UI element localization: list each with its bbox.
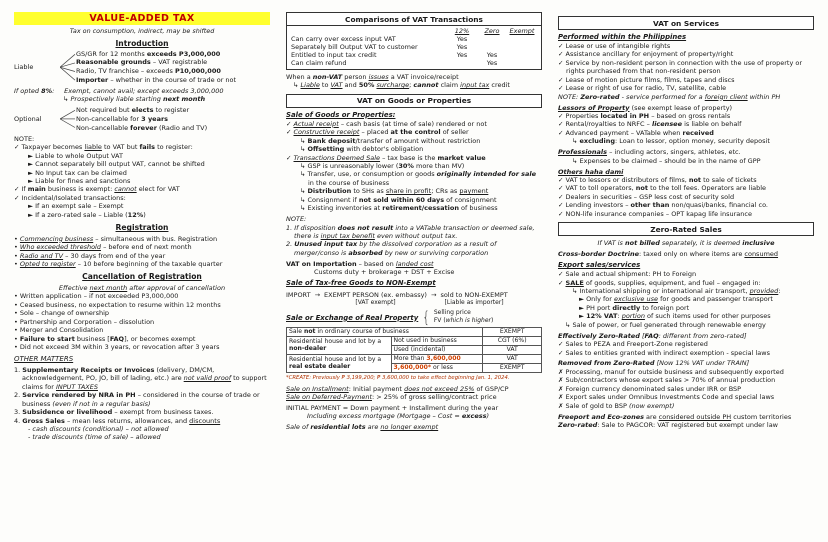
fan-items	[76, 50, 270, 85]
text-line: ► If a zero-rated sale – Liable (12%)	[28, 210, 146, 219]
text-line: Including excess mortgage (Mortgage – Cost = excess)	[307, 412, 490, 421]
text-line: NOTE:	[286, 215, 307, 224]
table-cell: Residential house and lot by a non-dealer	[287, 336, 392, 354]
column-left	[14, 12, 270, 530]
paragraph-block	[286, 260, 542, 277]
section-heading-box: Zero-Rated Sales	[558, 222, 814, 236]
text-line: • Written application – if not exceeded P3,000,000	[14, 292, 179, 301]
fan-group	[14, 106, 270, 132]
text-line: 1. Supplementary Receipts or Invoices (delivery, DM/CM, acknowledgement, PO, JO, bill of lading, etc.) are not valid proof to support claims for INPUT TAXES	[14, 365, 267, 391]
text-line: ✓ Lease or right of use for radio, TV, satellite, cable	[558, 84, 727, 93]
text-line: Sale of residential lots are no longer exempt	[286, 423, 439, 432]
text-line: ↳ Existing inventories at retirement/cessation of business	[300, 204, 498, 213]
section-heading-box: VAT on Goods or Properties	[286, 94, 542, 108]
text-line: Sale on Deferred-Payment: > 25% of gross selling/contract price	[286, 393, 497, 401]
paragraph-block	[14, 135, 270, 219]
comparison-value	[477, 43, 507, 51]
section-heading: Registration	[115, 223, 169, 233]
comparison-value: Yes	[486, 51, 498, 59]
paragraph-block	[558, 239, 814, 247]
section-heading-left: OTHER MATTERS	[14, 355, 74, 364]
text-line: ✓ Sales to PEZA and Freeport-Zone registered	[558, 340, 708, 349]
paragraph-block	[558, 168, 814, 219]
brace-item: FV (which is higher)	[433, 316, 494, 324]
comparison-value	[447, 59, 477, 67]
fan-item: Radio, TV franchise – exceeds P10,000,000	[76, 66, 221, 75]
text-line: ✗ Export sales under Omnibus Investments Code and special laws	[558, 393, 775, 402]
table-cell: More than 3,600,000	[391, 354, 483, 363]
flow-step-sub: [VAT exempt]	[355, 299, 396, 307]
comparison-column-header: Zero	[484, 27, 500, 35]
comparison-row	[291, 59, 537, 67]
text-line: ► No Input tax can be claimed	[28, 168, 127, 177]
paragraph-block	[558, 413, 814, 430]
table-cell: EXEMPT	[483, 363, 542, 372]
text-line: Zero-rated: Sale to PAGCOR: VAT registered but exempt under law	[558, 421, 778, 429]
paragraph-block	[14, 87, 270, 104]
text-line: • Sole – change of ownership	[14, 309, 110, 318]
text-line: • Who exceeded threshold – before end of next month	[14, 243, 192, 252]
text-line: Sale on Installment: Initial payment does not exceed 25% of GSP/CP	[286, 384, 509, 393]
paragraph-block	[286, 375, 542, 382]
text-line: *CREATE: Previously ₱ 3,199,200; ₱ 3,600,000 to take effect beginning Jan. 1, 2024.	[286, 375, 510, 382]
text-line: Professionals – including actors, singers, athletes, etc.	[558, 148, 741, 157]
text-line: ► 12% VAT: portion of such items used for other purposes	[579, 312, 771, 321]
paragraph-block	[558, 104, 814, 146]
fan-item: Non-cancellable forever (Radio and TV)	[76, 123, 208, 132]
comparison-row	[291, 43, 537, 51]
text-line: VAT on Importation – based on landed cost	[286, 259, 434, 268]
table-cell: CGT (6%)	[483, 336, 542, 345]
paragraph-block	[558, 332, 814, 357]
text-line: • Merger and Consolidation	[14, 326, 104, 335]
text-line: ↳ International shipping or international air transport, provided:	[572, 286, 781, 295]
flow-step	[324, 291, 427, 307]
text-line: ► Liable to whole Output VAT	[28, 151, 123, 160]
doc-title: VALUE-ADDED TAX	[14, 12, 270, 25]
fan-group	[14, 50, 270, 85]
fan-item: Not required but elects to register	[76, 106, 190, 115]
comparison-section	[286, 12, 542, 70]
comparison-row	[291, 35, 537, 43]
comparison-value	[507, 35, 537, 43]
comparison-value	[507, 43, 537, 51]
table-cell: Not used in business	[391, 336, 483, 345]
text-line: ✓ Properties located in PH – based on gross rentals	[558, 111, 731, 120]
text-line: ✓ Sale and actual shipment: PH to Foreign	[558, 270, 697, 279]
table-cell: Residential house and lot by a real estate dealer	[287, 354, 392, 372]
brace-group	[286, 307, 542, 327]
paragraph-block	[558, 359, 814, 410]
text-line: ✓ Actual receipt – cash basis (at time of sale) rendered or not	[286, 119, 487, 128]
text-line: ↳ Liable to VAT and 50% surcharge; cannot claim input tax credit	[293, 81, 510, 90]
flow-step-label: sold to NON-EXEMPT	[440, 290, 508, 299]
text-line: ✓ Rental/royalties to NRFC – licensee is liable on behalf	[558, 120, 742, 129]
text-line: ✓ NON-life insurance companies – OPT kapag life insurance	[558, 209, 752, 218]
paragraph-block	[286, 111, 542, 213]
arrow-right-icon: →	[430, 290, 437, 299]
flow-step-label: EXEMPT PERSON (ex. embassy)	[324, 290, 427, 299]
paragraph-block	[286, 385, 542, 402]
comparison-row-label: Separately bill Output VAT to customer	[291, 43, 418, 51]
arrow-right-icon: →	[314, 290, 321, 299]
text-line: 3. Subsidence or livelihood – exempt from business taxes.	[14, 408, 214, 417]
table-cell: Sale not in ordinary course of business	[287, 327, 483, 336]
table-cell: Used (incidental)	[391, 345, 483, 354]
text-line: ↳ Sale of power, or fuel generated through renewable energy	[565, 320, 766, 329]
text-line: Cross-border Doctrine: taxed only on where items are consumed	[558, 250, 779, 259]
comparison-row	[291, 51, 537, 59]
comparison-value: Yes	[456, 51, 468, 59]
flow-step-sub: [Liable as importer]	[444, 299, 504, 307]
text-line: • Radio and TV – 30 days from end of the year	[14, 251, 166, 260]
text-line: ✓ Lending investors – other than non/quasi/banks, financial co.	[558, 201, 768, 210]
text-line: ► Liable for fines and sanctions	[28, 176, 131, 185]
table-cell: VAT	[483, 354, 542, 363]
text-line: ↳ Prospectively liable starting next month	[63, 95, 206, 104]
text-line: Performed within the Philippines	[558, 33, 687, 41]
text-line: Freeport and Eco-zones are considered outside PH custom territories	[558, 412, 792, 421]
comparison-value	[507, 59, 537, 67]
doc-subtitle: Tax on consumption, indirect, may be shifted	[69, 26, 215, 35]
text-line: ✓ SALE of goods, supplies, equipment, and fuel – engaged in:	[558, 278, 761, 287]
paragraph-block	[286, 73, 542, 90]
fan-label: Liable	[14, 62, 34, 71]
text-line: ✗ Foreign currency denominated sales under IRR or BSP	[558, 384, 742, 393]
text-line: NOTE: Zero-rated - service performed for a foreign client within PH	[558, 92, 781, 101]
paragraph-block	[558, 33, 814, 101]
text-line: Removed from Zero-Rated [Now 12% VAT under TRAIN]	[558, 359, 750, 368]
paragraph-block	[558, 261, 814, 329]
text-line: 4. Gross Sales – mean less returns, allowances, and discounts	[14, 416, 221, 425]
table-cell: 3,600,000* or less	[391, 363, 483, 372]
text-line: Effectively Zero-Rated [FAQ: different from zero-rated]	[558, 331, 747, 340]
text-line: ✓ Dealers in securities – GSP less cost of security sold	[558, 192, 735, 201]
text-line: ► Cannot separately bill output VAT, cannot be shifted	[28, 160, 205, 169]
text-line: • Partnership and Corporation – dissolution	[14, 317, 155, 326]
paragraph-block	[14, 284, 270, 352]
section-heading-box: Comparisons of VAT Transactions	[286, 12, 542, 25]
text-line: • Opted to register – 10 before beginning of the taxable quarter	[14, 259, 223, 268]
comparison-value	[477, 35, 507, 43]
text-line: Sale of Tax-free Goods to NON-Exempt	[286, 279, 436, 288]
text-line: ✓ Constructive receipt – placed at the control of seller	[286, 128, 469, 137]
comparison-row-label: Can claim refund	[291, 59, 347, 67]
text-line: - cash discounts (conditional) – not allowed	[28, 424, 169, 433]
comparison-value: Yes	[486, 59, 498, 67]
paragraph-block	[286, 215, 542, 257]
text-line: Effective next month after approval of cancellation	[58, 283, 226, 292]
fan-item: Reasonable grounds – VAT registrable	[76, 58, 208, 67]
fan-lines-icon	[60, 106, 76, 132]
text-line: ✗ Sale of gold to BSP (now exempt)	[558, 401, 675, 410]
comparison-value	[507, 51, 537, 59]
text-line: ↳ GSP is unreasonably lower (30% more than MV)	[300, 162, 465, 171]
text-line: - trade discounts (time of sale) – allowed	[28, 433, 161, 442]
text-line: ✓ VAT to toll operators, not to the toll fees. Operators are liable	[558, 184, 767, 193]
text-line: ► If an exempt sale – Exempt	[28, 202, 124, 211]
text-line: ✓ Incidental/Isolated transactions:	[14, 193, 126, 202]
comparison-column-header: 12%	[454, 27, 470, 35]
comparison-table	[286, 25, 542, 70]
section-heading-box: VAT on Services	[558, 16, 814, 30]
text-line: NOTE:	[14, 134, 35, 143]
text-line: When a non-VAT person issues a VAT invoice/receipt	[286, 73, 459, 81]
text-line: ✓ Service by non-resident person in connection with the use of property or rights purchased from that non-resident person	[558, 58, 803, 76]
text-line: ↳ Transfer, use, or consumption or goods originally intended for sale in the course of business	[300, 170, 537, 187]
real-property-table	[286, 327, 542, 373]
text-line: ✓ Assistance ancillary for enjoyment of property/right	[558, 50, 734, 59]
text-line: ✓ VAT to lessors or distributors of films, not to sale of tickets	[558, 176, 757, 185]
text-line: ✓ Lease of motion picture films, films, tapes and discs	[558, 75, 735, 84]
flow-step	[440, 291, 507, 307]
text-line: ↳ Consignment if not sold within 60 days of consignment	[300, 195, 497, 204]
flow-step-label: IMPORT	[286, 290, 311, 299]
text-line: Others haha dami	[558, 167, 624, 176]
text-line: ✓ Transactions Deemed Sale – tax base is the market value	[286, 153, 486, 162]
text-line: ✓ Advanced payment – VATable when received	[558, 128, 714, 137]
text-line: Lessors of Property (see exempt lease of property)	[558, 103, 733, 112]
text-line: ↳ Bank deposit/transfer of amount without restriction	[300, 136, 481, 145]
text-line: ↳ Expenses to be claimed – should be in the name of GPP	[572, 156, 761, 165]
fan-items	[76, 106, 270, 132]
comparison-value: Yes	[456, 43, 468, 51]
table-cell: EXEMPT	[483, 327, 542, 336]
text-line: ↳ excluding: Loan to lessor, option money, security deposit	[572, 137, 770, 146]
table-cell: VAT	[483, 345, 542, 354]
text-line: 2. Service rendered by NRA in PH – considered in the course of trade or business (even if not in a regular basis)	[14, 391, 260, 408]
paragraph-block	[286, 279, 542, 288]
fan-label: Optional	[14, 115, 42, 124]
brace-items	[434, 309, 493, 324]
text-line: • Commencing business – simultaneous with bus. Registration	[14, 234, 218, 243]
comparison-row-label: Entitled to input tax credit	[291, 51, 377, 59]
text-line: • Ceased business, no expectation to resume within 12 months	[14, 300, 221, 309]
fan-item: Importer – whether in the course of trade or not	[76, 75, 237, 84]
text-line: • Did not exceed 3M within 3 years, or revocation after 3 years	[14, 342, 220, 351]
text-line: ↳ Offsetting with debtor's obligation	[300, 145, 424, 154]
text-line: • Failure to start business [FAQ], or becomes exempt	[14, 334, 196, 343]
section-subheading: Sale or Exchange of Real Property	[286, 313, 419, 322]
paragraph-block	[558, 148, 814, 165]
fan-item: GS/GR for 12 months exceeds P3,000,000	[76, 49, 221, 58]
comparison-row-label: Can carry over excess input VAT	[291, 35, 396, 43]
column-right	[558, 12, 814, 530]
text-line: ✓ Taxpayer becomes liable to VAT but fails to register:	[14, 143, 193, 152]
brace-item: Selling price	[433, 309, 471, 317]
paragraph-block	[14, 235, 270, 269]
comparison-header-row	[291, 27, 537, 35]
comparison-column-header: Exempt	[509, 27, 535, 35]
comparison-value: Yes	[456, 35, 468, 43]
text-line: INITIAL PAYMENT = Down payment + Installment during the year	[286, 403, 499, 412]
paragraph-block	[286, 423, 542, 431]
paragraph-block	[286, 404, 542, 421]
text-line: Customs duty + brokerage + DST + Excise	[314, 268, 455, 277]
text-line: ✓ Sales to entities granted with indirect exemption - special laws	[558, 348, 770, 357]
text-line: ► Only for exclusive use for goods and passenger transport	[579, 295, 773, 304]
text-line: Sale of Goods or Properties:	[286, 110, 396, 119]
paragraph-block	[558, 250, 814, 258]
brace-icon: {	[422, 307, 430, 327]
paragraph-block	[14, 366, 270, 442]
text-line: ✓ Lease or use of intangible rights	[558, 41, 671, 50]
section-heading: Introduction	[115, 38, 169, 48]
text-line: Export sales/services	[558, 261, 641, 270]
column-middle	[286, 12, 542, 530]
import-flow	[286, 291, 542, 307]
comparison-label-spacer	[291, 27, 447, 35]
text-line: 2. Unused input tax by the dissolved corporation as a result of merger/conso is absorbed by new or surviving corporation	[286, 240, 497, 257]
text-line: ✗ Sub/contractors whose export sales > 70% of annual production	[558, 376, 776, 385]
text-line: If VAT is not billed separately, it is deemed inclusive	[597, 239, 775, 248]
fan-item: Non-cancellable for 3 years	[76, 114, 169, 123]
text-line: ✗ Processing, manuf for outside business and subsequently exported	[558, 367, 784, 376]
section-heading: Cancellation of Registration	[82, 272, 202, 282]
text-line: 1. If disposition does not result into a VATable transaction or deemed sale, there is input tax benefit even without output tax.	[286, 223, 535, 241]
text-line: ► PH port directly to foreign port	[579, 303, 690, 312]
text-line: ✓ If main business is exempt: cannot elect for VAT	[14, 185, 180, 194]
flow-step	[286, 291, 311, 299]
text-line: ↳ Distribution to SHs as share in profit; CRs as payment	[300, 187, 489, 196]
text-line: If opted 8%: Exempt, cannot avail; except exceeds 3,000,000	[14, 86, 224, 95]
fan-lines-icon	[60, 50, 76, 84]
